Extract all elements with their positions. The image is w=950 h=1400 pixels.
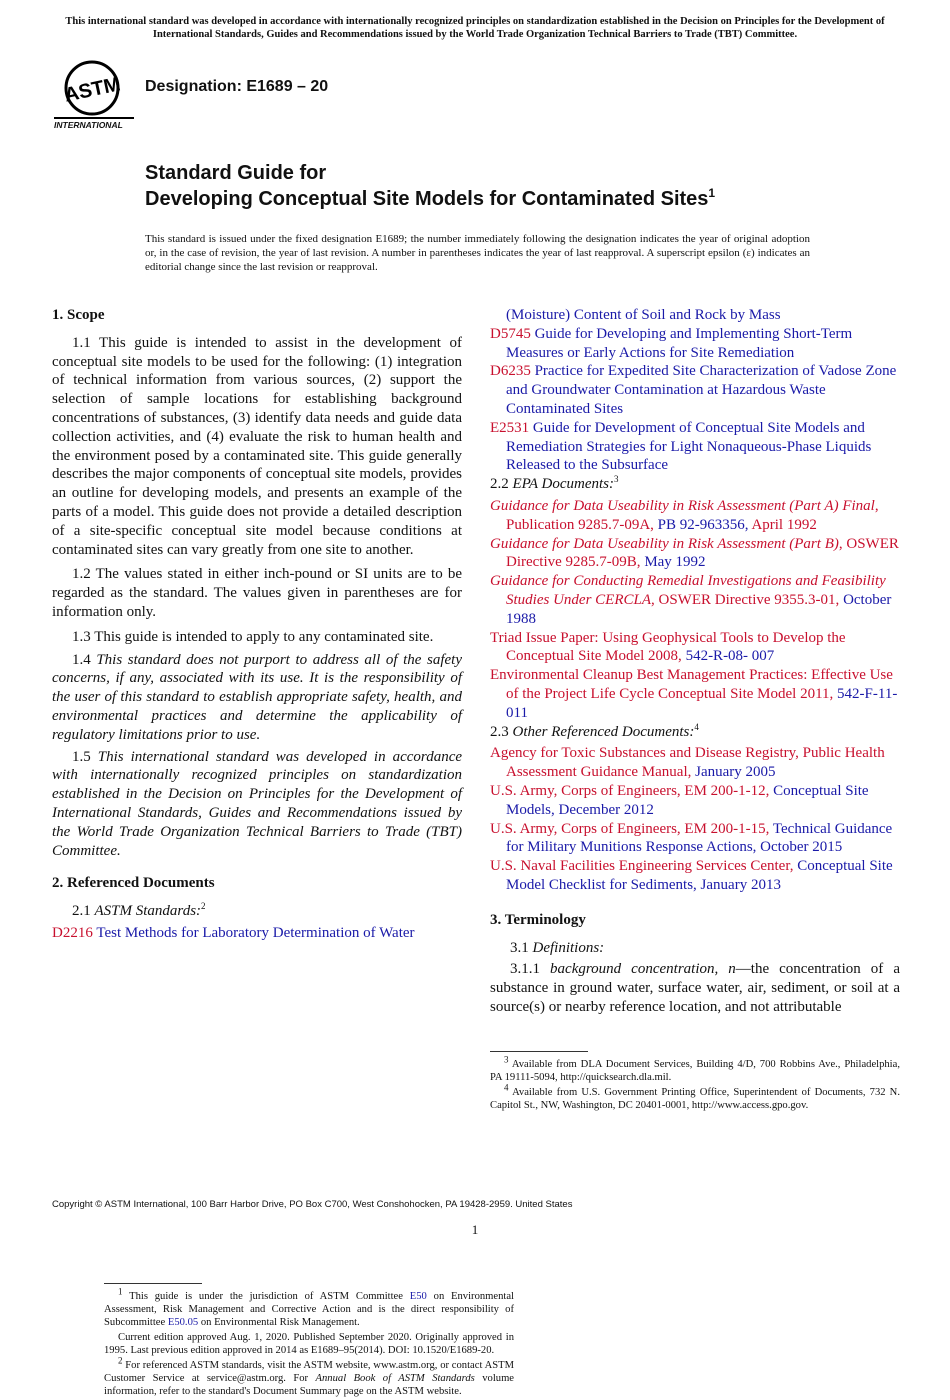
ref-e2531 [490,419,900,475]
footnote-rule-right [490,1051,588,1052]
ref-d2216-code-link[interactable]: D2216 [52,924,93,941]
footnote-rule [104,1283,202,1284]
terminology-heading: 3. Terminology [490,911,586,928]
epa-ref-2[interactable]: Guidance for Data Useability in Risk Assessment (Part B), OSWER Directive 9285.7-09B, May 1992 [490,535,899,571]
scope-heading: 1. Scope [52,307,105,323]
footnote-2: $^2$ For referenced ASTM standards, visit the ASTM website, www.astm.org, or contact ASTM Customer Service at service@astm.org. For Annual Book of ASTM Standards volume information, refer to the standard's Document Summary page on the ASTM website. [104,1355,515,1397]
other-ref-4[interactable]: U.S. Naval Facilities Engineering Services Center, Conceptual Site Model Checklist for Sediments, January 2013 [490,858,893,893]
ref-d5745-code-link[interactable]: D5745 [490,325,531,342]
epa-ref-4[interactable]: Triad Issue Paper: Using Geophysical Tools to Develop the Conceptual Site Model 2008, 542-R-08- 007 [490,629,846,665]
title-line-2: Developing Conceptual Site Models for Contaminated Sites$^1$ [145,186,716,210]
ref-d5745 [490,325,900,363]
other-ref-1[interactable]: Agency for Toxic Substances and Disease Registry, Public Health Assessment Guidance Manual, January 2005 [490,745,885,781]
terminology-3-1: 3.1 Definitions: [510,939,605,956]
ref-e2531-title-link[interactable]: Guide for Development of Conceptual Site Models and Remediation Strategies for Light Nonaqueous-Phase Liquids Released to the Subsurface [506,419,872,474]
left-footnotes [104,1283,514,1400]
ref-e2531-code-link[interactable]: E2531 [490,419,530,436]
e5005-link[interactable]: E50.05 [167,1317,199,1328]
footnote-4: $^4$ Available from U.S. Government Printing Office, Superintendent of Documents, 732 N. Capitol St., NW, Washington, DC 20401-0001, http://www.access.gpo.gov. [490,1082,900,1111]
astm-standards-label: 2.1 ASTM Standards:$^2$ [72,901,206,920]
epa-ref-1[interactable]: Guidance for Data Useability in Risk Assessment (Part A) Final, Publication 9285.7-09A, PB 92-963356, April 1992 [490,497,879,533]
svg-text:ASTM: ASTM [62,73,123,107]
e50-link[interactable]: E50 [409,1291,427,1302]
title-line-1: Standard Guide for [145,162,327,184]
logo-text: INTERNATIONAL [54,120,123,130]
right-column [490,306,900,1111]
right-footnotes [490,1051,900,1114]
footnote-3: $^3$ Available from DLA Document Services, Building 4/D, 700 Robbins Ave., Philadelphia, PA 19111-5094, http://quicksearch.dla.mil. [490,1054,900,1083]
ref-d2216-continued[interactable]: (Moisture) Content of Soil and Rock by Mass [506,307,781,323]
ref-d5745-title-link[interactable]: Guide for Developing and Implementing Short-Term Measures or Early Actions for Site Remediation [506,325,853,361]
astm-logo [52,58,136,132]
scope-1-1: 1.1 This guide is intended to assist in the development of conceptual site models to be used for the following: (1) integration of technical information from various sources, (2) support the selection of sample locations for establishing background concentrations of substances, (3) identify data needs and guide data collection activities, and (4) evaluate the risk to human health and the environment posed by a contaminated site. This guide generally describes the major components of conceptual site models, provides an outline for developing models, and presents an example of the parts of a model. This guide does not provide a detailed description of a site-specific conceptual site model because conditions at contaminated sites can vary greatly from one site to another. [52,334,462,558]
designation: Designation: E1689 – 20 [145,78,329,95]
refdocs-heading: 2. Referenced Documents [52,875,215,892]
other-ref-3[interactable]: U.S. Army, Corps of Engineers, EM 200-1-15, Technical Guidance for Military Munitions Response Actions, October 2015 [490,820,893,856]
epa-ref-3[interactable]: Guidance for Conducting Remedial Investigations and Feasibility Studies Under CERCLA, OSWER Directive 9355.3-01, October 1988 [490,573,892,627]
ref-d2216 [52,924,462,943]
epa-ref-5[interactable]: Environmental Cleanup Best Management Practices: Effective Use of the Project Life Cycle Conceptual Site Model 2011, 542-F-11-011 [490,667,898,721]
scope-1-5: 1.5 This international standard was developed in accordance with internationally recognized principles on standardization established in the Decision on Principles for the Development of International Standards, Guides and Recommendations issued by the World Trade Organization Technical Barriers to Trade (TBT) Committee. [52,748,463,859]
scope-1-3: 1.3 This guide is intended to apply to any contaminated site. [72,628,434,645]
epa-documents-label: 2.2 EPA Documents:$^3$ [490,474,619,493]
footnote-1-edition: Current edition approved Aug. 1, 2020. Published September 2020. Originally approved in 1995. Last previous edition approved in 2014 as E1689–95(2014). DOI: 10.1520/E1689-20. [104,1332,514,1356]
title-footnote-mark: 1 [708,186,716,200]
other-ref-2[interactable]: U.S. Army, Corps of Engineers, EM 200-1-12, Conceptual Site Models, December 2012 [490,782,869,818]
other-documents-label: 2.3 Other Referenced Documents:$^4$ [490,721,699,740]
footnote-1: $^1$ This guide is under the jurisdiction of ASTM Committee E50 on Environmental Assessment, Risk Management and Corrective Action and is the direct responsibility of Subcommittee E50.05 on Environmental Risk Management. [104,1286,514,1328]
ref-d6235-title-link[interactable]: Practice for Expedited Site Characterization of Vadose Zone and Groundwater Contamination at Hazardous Waste Contaminated Sites [506,363,897,417]
document-title [145,160,715,212]
scope-1-2: 1.2 The values stated in either inch-pound or SI units are to be regarded as the standard. The values given in parentheses are for information only. [52,566,462,620]
copyright-footer: Copyright © ASTM International, 100 Barr Harbor Drive, PO Box C700, West Conshohocken, PA 19428-2959. United States [52,1199,573,1210]
scope-1-4: 1.4 This standard does not purport to address all of the safety concerns, if any, associated with its use. It is the responsibility of the user of this standard to establish appropriate safety, health, and environmental practices and determine the applicability of regulatory limitations prior to use. [52,651,463,743]
terminology-3-1-1: 3.1.1 background concentration, n—the concentration of a substance in ground water, surface water, air, sediment, or soil at a source(s) or nearby reference location, and not attributable [490,961,900,1015]
ref-d6235 [490,362,900,418]
issued-statement: This standard is issued under the fixed designation E1689; the number immediately following the designation indicates the year of original adoption or, in the case of revision, the year of last revision. A number in parentheses indicates the year of last reapproval. A superscript epsilon (ε) indicates an editorial change since the last revision or reapproval. [145,233,810,273]
ref-d6235-code-link[interactable]: D6235 [490,363,531,380]
ref-d2216-title-link[interactable]: Test Methods for Laboratory Determination of Water [96,924,415,941]
top-note: This international standard was developed in accordance with internationally recognized principles on standardization established in the Decision on Principles for the Development of International Standards, Guides and Recommendations issued by the World Trade Organization Technical Barriers to Trade (TBT) Committee. [65,16,885,40]
page-number: 1 [471,1222,479,1237]
